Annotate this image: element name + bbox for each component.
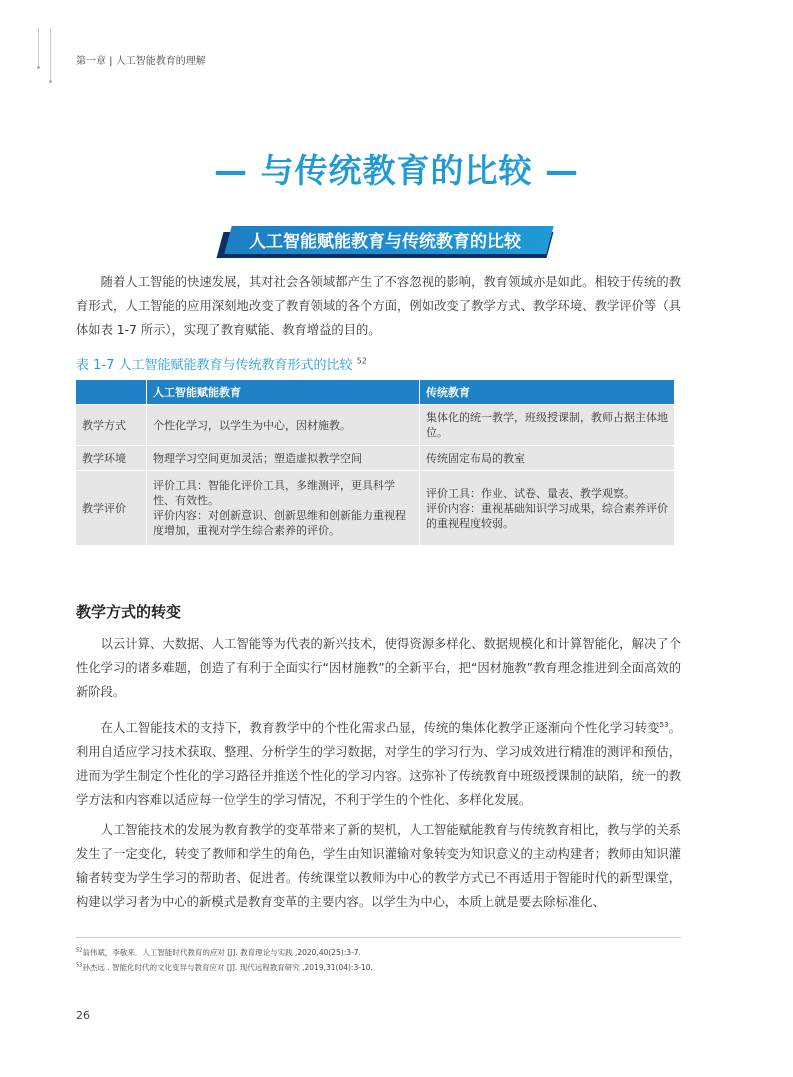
body-paragraph (76, 713, 681, 812)
traditional-cell: 集体化的统一教学，班级授课制，教师占据主体地位。 (420, 405, 675, 446)
intro-paragraph (76, 270, 681, 342)
paragraph-text: 以云计算、大数据、人工智能等为代表的新兴技术，使得资源多样化、数据规模化和计算智能化，解决了个性化学习的诸多难题，创造了有利于全面实行“因材施教”的全新平台，把“因材施教”教育理念推进到全面高效的新阶段。 (76, 637, 681, 699)
table-caption (76, 354, 367, 373)
paragraph-text (76, 713, 681, 812)
table-header-cell: 人工智能赋能教育 (147, 380, 420, 405)
body-paragraph (76, 818, 681, 914)
subtitle-banner (220, 223, 550, 255)
table-caption-text: 表 1-7 人工智能赋能教育与传统教育形式的比较 (76, 358, 353, 373)
footnote-text: 孙杰远 . 智能化时代的文化变异与教育应对 [J]. 现代远程教育研究 ,2019,31(04):3-10. (82, 963, 373, 972)
section-title: — 与传统教育的比较 — (214, 151, 579, 190)
footnote-number: 53 (76, 962, 83, 969)
margin-line (38, 28, 39, 68)
table-row (76, 405, 675, 446)
table-row (76, 471, 675, 546)
comparison-table (76, 380, 675, 545)
paragraph-text-part: 。利用自适应学习技术获取、整理、分析学生的学习数据，对学生的学习行为、学习成效进行精准的测评和预估，进而为学生制定个性化的学习路径并推送个性化的学习内容。这弥补了传统教育中班级授课制的缺陷，统一的教学方法和内容难以适应每一位学生的学习情况，不利于学生的个性化、多样化发展。 (76, 721, 681, 808)
footnote (76, 962, 373, 973)
table-header-cell: 传统教育 (420, 380, 675, 405)
table-header-cell (76, 380, 147, 405)
table-caption-ref: 52 (356, 356, 367, 366)
footnote-text: 翁伟斌，李敬来．人工智能时代教育的应对 [J]. 教育理论与实践 ,2020,40(25):3-7. (82, 948, 361, 957)
paragraph-text: 人工智能技术的发展为教育教学的变革带来了新的契机，人工智能赋能教育与传统教育相比，教与学的关系发生了一定变化，转变了教师和学生的角色，学生由知识灌输对象转变为知识意义的主动构建者；教师由知识灌输者转变为学生学习的帮助者、促进者。传统课堂以教师为中心的教学方式已不再适用于智能时代的新型课堂，构建以学习者为中心的新模式是教育变革的主要内容。以学生为中心，本质上就是要去除标准化、 (76, 823, 681, 909)
margin-dot (37, 66, 40, 69)
margin-line (50, 28, 51, 83)
ai-cell: 物理学习空间更加灵活；塑造虚拟教学空间 (147, 446, 420, 471)
subtitle-text: 人工智能赋能教育与传统教育的比较 (249, 232, 521, 252)
page-number: 26 (76, 1009, 90, 1022)
footnote-number: 52 (76, 947, 83, 954)
table-row (76, 446, 675, 471)
traditional-cell: 评价工具：作业、试卷、量表、教学观察。 评价内容：重视基础知识学习成果，综合素养评价的重视程度较弱。 (420, 471, 675, 546)
running-header: 第一章 | 人工智能教育的理解 (76, 56, 206, 67)
row-label: 教学评价 (76, 471, 147, 546)
ai-cell: 评价工具：智能化评价工具，多维测评，更具科学性、有效性。 评价内容：对创新意识、创新思维和创新能力重视程度增加，重视对学生综合素养的评价。 (147, 471, 420, 546)
footnote (76, 947, 361, 958)
intro-text: 随着人工智能的快速发展，其对社会各领域都产生了不容忽视的影响，教育领域亦是如此。相较于传统的教育形式，人工智能的应用深刻地改变了教育领域的各个方面，例如改变了教学方式、教学环境、教学评价等（具体如表 1-7 所示），实现了教育赋能、教育增益的目的。 (76, 275, 681, 337)
section-heading: 教学方式的转变 (76, 603, 182, 621)
body-paragraph (76, 632, 681, 704)
paragraph-text-part: 在人工智能技术的支持下，教育教学中的个性化需求凸显，传统的集体化教学正逐渐向个性化学习转变 (100, 721, 660, 736)
footnote-divider (76, 937, 681, 938)
margin-dot (49, 80, 52, 83)
ai-cell: 个性化学习，以学生为中心，因材施教。 (147, 405, 420, 446)
row-label: 教学环境 (76, 446, 147, 471)
table-header-row (76, 380, 675, 405)
footnote-ref: 53 (659, 721, 669, 729)
row-label: 教学方式 (76, 405, 147, 446)
traditional-cell: 传统固定布局的教室 (420, 446, 675, 471)
